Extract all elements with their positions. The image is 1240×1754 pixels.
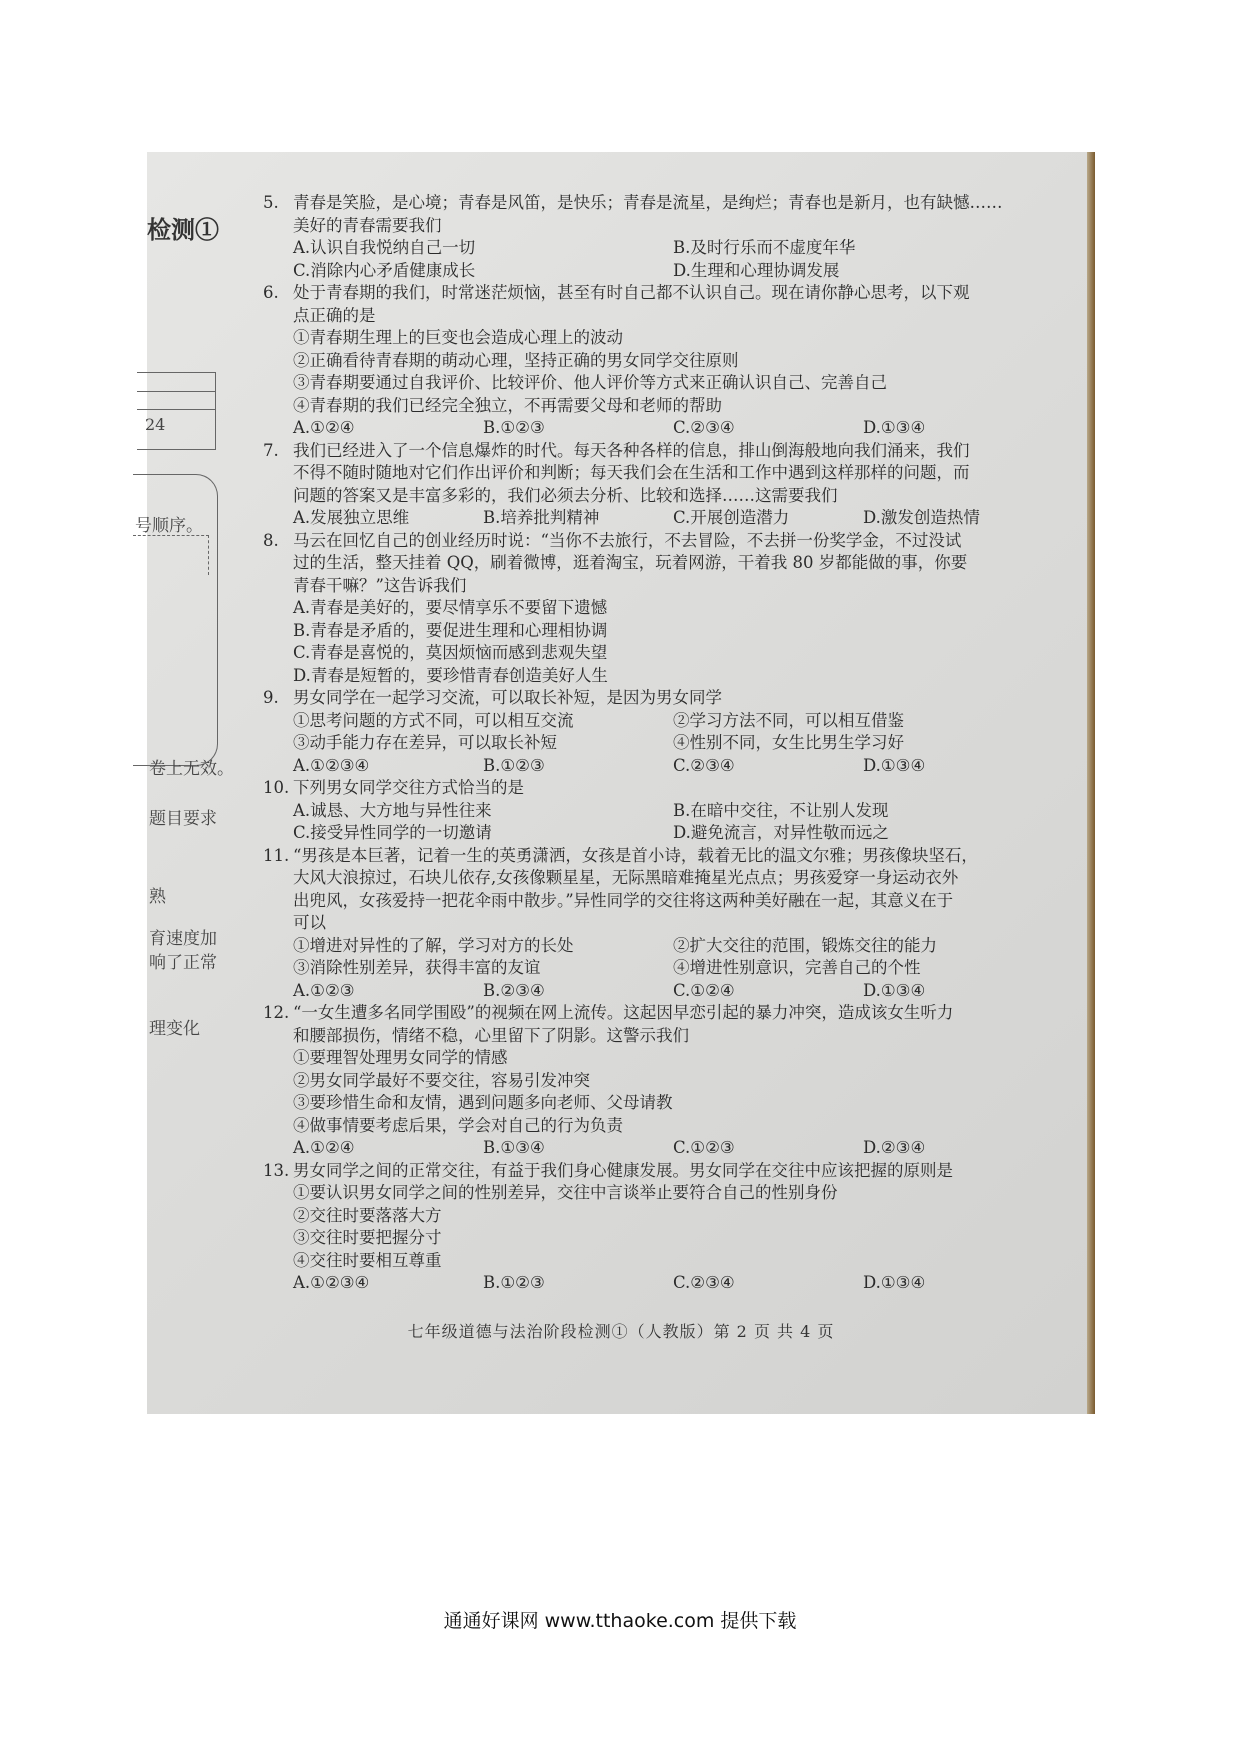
statement-item: ④增进性别意识，完善自己的个性 xyxy=(673,958,921,977)
answer-option: A.诚恳、大方地与异性往来 xyxy=(293,800,492,820)
question-stem-line: 问题的答案又是丰富多彩的，我们必须去分析、比较和选择……这需要我们 xyxy=(293,485,838,505)
answer-option-row xyxy=(293,507,1073,530)
question-stem-line: 男女同学之间的正常交往，有益于我们身心健康发展。男女同学在交往中应该把握的原则是 xyxy=(293,1160,953,1180)
question-stem-line: 不得不随时随地对它们作出评价和判断；每天我们会在生活和工作中遇到这样那样的问题，而 xyxy=(293,463,970,482)
statement-item: ③动手能力存在差异，可以取长补短 xyxy=(293,733,557,752)
answer-option-row xyxy=(293,755,1073,778)
statement-item: ②学习方法不同，可以相互借鉴 xyxy=(673,710,904,730)
question-number: 11. xyxy=(263,845,290,865)
score-number: 24 xyxy=(145,415,166,434)
answer-option-row xyxy=(293,417,1073,440)
previous-page-text: 响了正常 xyxy=(149,953,217,973)
scanned-page-photo xyxy=(135,152,1095,1414)
download-watermark: 通通好课网 www.tthaoke.com 提供下载 xyxy=(443,1610,797,1632)
question-7 xyxy=(263,440,1073,530)
statement-row xyxy=(293,957,1073,980)
question-12 xyxy=(263,1002,1073,1160)
answer-option: C.消除内心矛盾健康成长 xyxy=(293,260,476,280)
answer-option: B.①②③ xyxy=(483,755,545,775)
answer-option: D.①③④ xyxy=(863,418,926,437)
answer-option: A.①②④ xyxy=(293,1138,355,1157)
previous-page-text: 题目要求 xyxy=(149,809,217,829)
question-number: 12. xyxy=(263,1003,290,1022)
question-number: 8. xyxy=(263,530,279,550)
question-number: 5. xyxy=(263,193,279,212)
previous-page-text: 熟 xyxy=(149,887,166,907)
previous-page-text: 育速度加 xyxy=(149,929,217,949)
answer-option-row xyxy=(293,800,1073,823)
statement-item: ①要理智处理男女同学的情感 xyxy=(293,1048,508,1067)
answer-option: C.开展创造潜力 xyxy=(673,508,790,527)
statement-item: ④性别不同，女生比男生学习好 xyxy=(673,733,904,752)
answer-option: A.①②③④ xyxy=(293,1273,370,1292)
question-stem-line: 我们已经进入了一个信息爆炸的时代。每天各种各样的信息，排山倒海般地向我们涌来，我们 xyxy=(293,440,970,460)
question-number: 7. xyxy=(263,440,279,460)
previous-page-text: 卷上无效。 xyxy=(149,759,234,779)
answer-option: B.及时行乐而不虚度年华 xyxy=(673,238,856,257)
statement-item: ①增进对异性的了解，学习对方的长处 xyxy=(293,935,574,955)
answer-option: A.认识自我悦纳自己一切 xyxy=(293,238,476,257)
answer-option: D.①③④ xyxy=(863,755,926,775)
statement-item: ④青春期的我们已经完全独立，不再需要父母和老师的帮助 xyxy=(293,395,722,415)
statement-item: ③要珍惜生命和友情，遇到问题多向老师、父母请教 xyxy=(293,1093,673,1112)
question-number: 6. xyxy=(263,283,279,302)
answer-option: B.①②③ xyxy=(483,1273,545,1292)
statement-row xyxy=(293,935,1073,958)
question-6 xyxy=(263,282,1073,440)
answer-option-row xyxy=(293,980,1073,1003)
answer-option: C.①②④ xyxy=(673,980,735,1000)
question-stem-line: 点正确的是 xyxy=(293,305,376,325)
question-stem-line: 大风大浪掠过，石块儿依存,女孩像颗星星，无际黑暗难掩星光点点；男孩爱穿一身运动衣外 xyxy=(293,868,959,887)
statement-row xyxy=(293,732,1073,755)
statement-item: ②扩大交往的范围，锻炼交往的能力 xyxy=(673,935,937,955)
previous-page-text: 理变化 xyxy=(149,1019,200,1039)
answer-option: D.①③④ xyxy=(863,980,926,1000)
page-edge xyxy=(1087,152,1095,1414)
answer-option: C.②③④ xyxy=(673,418,735,437)
answer-option: A.①②③ xyxy=(293,980,355,1000)
answer-option: B.在暗中交往，不让别人发现 xyxy=(673,800,889,820)
instruction-card-fragment xyxy=(133,474,218,766)
question-5 xyxy=(263,192,1073,282)
statement-item: ②交往时要落落大方 xyxy=(293,1205,442,1225)
answer-option: D.青春是短暂的，要珍惜青春创造美好人生 xyxy=(293,665,608,685)
previous-page-text: 号顺序。 xyxy=(135,516,203,536)
statement-item: ①要认识男女同学之间的性别差异，交往中言谈举止要符合自己的性别身份 xyxy=(293,1183,838,1202)
question-11 xyxy=(263,845,1073,1003)
question-column xyxy=(263,192,1073,1295)
question-stem-line: 美好的青春需要我们 xyxy=(293,215,442,235)
question-10 xyxy=(263,777,1073,845)
answer-option: C.②③④ xyxy=(673,1273,735,1292)
answer-option: A.青春是美好的，要尽情享乐不要留下遗憾 xyxy=(293,598,608,617)
answer-option: D.①③④ xyxy=(863,1273,926,1292)
question-stem-line: 男女同学在一起学习交流，可以取长补短，是因为男女同学 xyxy=(293,688,722,707)
answer-option-row xyxy=(293,822,1073,845)
statement-item: ④做事情要考虑后果，学会对自己的行为负责 xyxy=(293,1115,623,1135)
answer-option: C.青春是喜悦的，莫因烦恼而感到悲观失望 xyxy=(293,643,608,662)
question-stem-line: 下列男女同学交往方式恰当的是 xyxy=(293,778,524,797)
question-9 xyxy=(263,687,1073,777)
statement-item: ①思考问题的方式不同，可以相互交流 xyxy=(293,710,574,730)
question-stem-line: 马云在回忆自己的创业经历时说：“当你不去旅行，不去冒险，不去拼一份奖学金，不过没试 xyxy=(293,530,962,550)
answer-option: B.青春是矛盾的，要促进生理和心理相协调 xyxy=(293,620,608,640)
previous-page-fragment xyxy=(135,152,257,1414)
answer-option-row xyxy=(293,1272,1073,1295)
answer-option-row xyxy=(293,260,1073,283)
answer-option: A.①②③④ xyxy=(293,755,370,775)
answer-option: C.②③④ xyxy=(673,755,735,775)
previous-page-title: 检测① xyxy=(147,215,219,244)
statement-row xyxy=(293,710,1073,733)
question-stem-line: 青春干嘛？”这告诉我们 xyxy=(293,575,467,595)
question-stem-line: “一女生遭多名同学围殴”的视频在网上流传。这起因早恋引起的暴力冲突，造成该女生听力 xyxy=(293,1003,954,1022)
answer-option: B.①③④ xyxy=(483,1138,545,1157)
answer-option: D.避免流言，对异性敬而远之 xyxy=(673,823,889,842)
question-13 xyxy=(263,1160,1073,1295)
question-stem-line: 和腰部损伤，情绪不稳，心里留下了阴影。这警示我们 xyxy=(293,1025,689,1045)
answer-option: D.②③④ xyxy=(863,1138,926,1157)
answer-option: D.生理和心理协调发展 xyxy=(673,260,840,280)
statement-item: ②男女同学最好不要交往，容易引发冲突 xyxy=(293,1070,590,1090)
answer-option: B.培养批判精神 xyxy=(483,508,600,527)
question-stem-line: 青春是笑脸，是心境；青春是风笛，是快乐；青春是流星，是绚烂；青春也是新月，也有缺憾…… xyxy=(293,193,1003,212)
question-stem-line: 过的生活，整天挂着 QQ，刷着微博，逛着淘宝，玩着网游，干着我 80 岁都能做的事，你要 xyxy=(293,553,968,572)
statement-item: ②正确看待青春期的萌动心理，坚持正确的男女同学交往原则 xyxy=(293,350,739,370)
answer-option: C.接受异性同学的一切邀请 xyxy=(293,823,492,842)
answer-option: C.①②③ xyxy=(673,1138,735,1157)
question-number: 10. xyxy=(263,778,290,797)
question-number: 9. xyxy=(263,688,279,707)
answer-option-row xyxy=(293,1137,1073,1160)
page-footer: 七年级道德与法治阶段检测①（人教版）第 2 页 共 4 页 xyxy=(407,1322,835,1341)
answer-option: A.①②④ xyxy=(293,418,355,437)
answer-option: A.发展独立思维 xyxy=(293,508,410,527)
statement-item: ③消除性别差异，获得丰富的友谊 xyxy=(293,958,541,977)
score-table-fragment xyxy=(137,372,216,450)
question-stem-line: 可以 xyxy=(293,913,326,932)
question-number: 13. xyxy=(263,1160,290,1180)
question-8 xyxy=(263,530,1073,688)
statement-item: ③交往时要把握分寸 xyxy=(293,1228,442,1247)
answer-option: B.①②③ xyxy=(483,418,545,437)
statement-item: ①青春期生理上的巨变也会造成心理上的波动 xyxy=(293,328,623,347)
answer-option: B.②③④ xyxy=(483,980,545,1000)
answer-option-row xyxy=(293,237,1073,260)
question-stem-line: 处于青春期的我们，时常迷茫烦恼，甚至有时自己都不认识自己。现在请你静心思考，以下观 xyxy=(293,283,970,302)
question-stem-line: “男孩是本巨著，记着一生的英勇潇洒，女孩是首小诗，载着无比的温文尔雅；男孩像块坚石， xyxy=(293,845,978,865)
statement-item: ③青春期要通过自我评价、比较评价、他人评价等方式来正确认识自己、完善自己 xyxy=(293,373,887,392)
question-stem-line: 出兜风，女孩爱持一把花伞雨中散步。”异性同学的交往将这两种美好融在一起，其意义在于 xyxy=(293,890,954,910)
answer-option: D.激发创造热情 xyxy=(863,508,980,527)
statement-item: ④交往时要相互尊重 xyxy=(293,1250,442,1270)
